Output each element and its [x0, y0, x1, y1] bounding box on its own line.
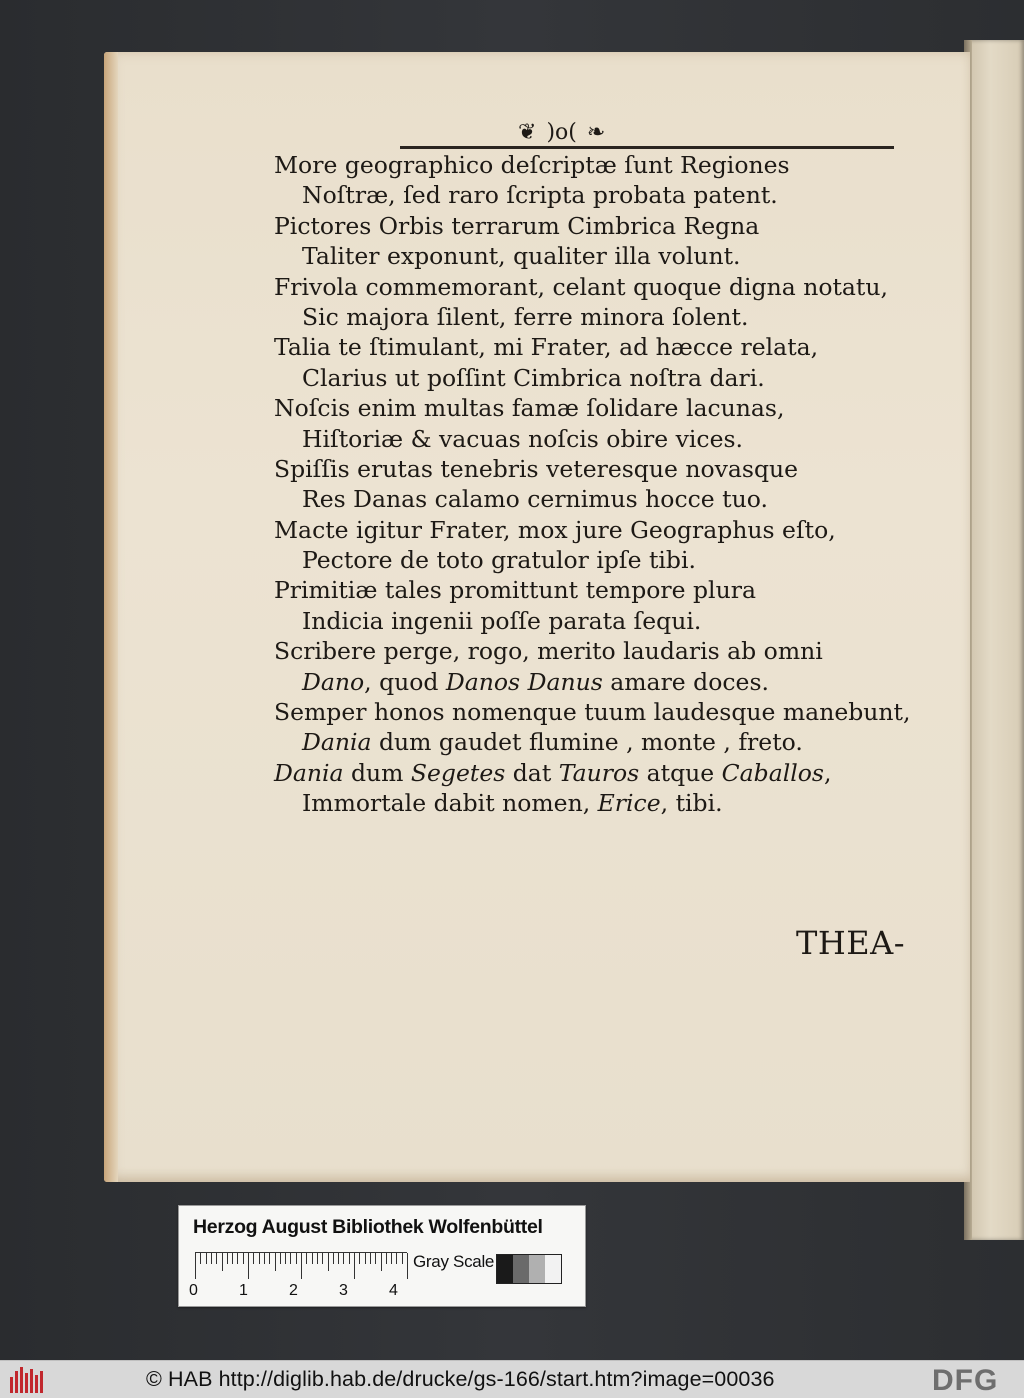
verse-line: Frivola commemorant, celant quoque digna notatu,: [274, 272, 888, 301]
hab-logo-icon: [10, 1367, 44, 1393]
ruler-number: 3: [339, 1282, 348, 1299]
verse-line: Indicia ingenii poſſe parata ſequi.: [302, 606, 702, 635]
ruler-tick: [301, 1253, 302, 1279]
ruler-tick: [211, 1253, 212, 1264]
fleuron-left-icon: ❦: [518, 119, 537, 145]
ruler-tick: [328, 1253, 329, 1271]
verse-line: Dania dum gaudet flumine , monte , freto.: [302, 728, 803, 757]
header-rule: [400, 146, 894, 149]
ruler-tick: [216, 1253, 217, 1264]
gray-swatch: [497, 1255, 513, 1283]
poem-text: [274, 150, 914, 819]
catchword: THEA-: [796, 924, 906, 962]
verse-line: Pictores Orbis terrarum Cimbrica Regna: [274, 211, 760, 240]
ruler-tick: [349, 1253, 350, 1264]
ruler-number: 1: [239, 1282, 248, 1299]
ruler-tick: [333, 1253, 334, 1264]
ruler-tick: [407, 1253, 408, 1279]
verse-line: Dania dum Segetes dat Tauros atque Caballos,: [274, 758, 832, 787]
ruler-tick: [386, 1253, 387, 1264]
ruler-numbers: [189, 1282, 419, 1302]
ruler-tick: [322, 1253, 323, 1264]
ruler-tick: [317, 1253, 318, 1264]
ruler-tick: [243, 1253, 244, 1264]
verse-line: Macte igitur Frater, mox jure Geographus eſto,: [274, 515, 836, 544]
ruler-tick: [365, 1253, 366, 1264]
verse-line: Sic majora ſilent, ferre minora ſolent.: [302, 302, 749, 331]
verse-line: Hiſtoriæ & vacuas noſcis obire vices.: [302, 424, 744, 453]
ruler-tick: [248, 1253, 249, 1279]
ruler-tick: [195, 1253, 196, 1279]
dfg-logo: DFG: [932, 1364, 999, 1397]
footer-bar: [0, 1360, 1024, 1398]
facing-page-edge: [968, 40, 1024, 1240]
ruler-tick: [396, 1253, 397, 1264]
ruler-tick: [354, 1253, 355, 1279]
ruler-tick: [237, 1253, 238, 1264]
ruler-tick: [381, 1253, 382, 1271]
verse-line: Semper honos nomenque tuum laudesque manebunt,: [274, 698, 911, 727]
verse-line: Primitiæ tales promittunt tempore plura: [274, 576, 756, 605]
ruler-tick: [312, 1253, 313, 1264]
ruler-number: 2: [289, 1282, 298, 1299]
ruler-tick: [227, 1253, 228, 1264]
copyright-url[interactable]: © HAB http://diglib.hab.de/drucke/gs-166/start.htm?image=00036: [146, 1367, 775, 1391]
verse-line: Scribere perge, rogo, merito laudaris ab omni: [274, 637, 823, 666]
scale-ruler: [195, 1252, 407, 1281]
verse-line: Res Danas calamo cernimus hocce tuo.: [302, 485, 768, 514]
verse-line: Immortale dabit nomen, Erice, tibi.: [302, 789, 723, 818]
gray-swatch: [529, 1255, 545, 1283]
gray-scale-swatches: [496, 1254, 562, 1284]
ruler-tick: [296, 1253, 297, 1264]
ruler-tick: [370, 1253, 371, 1264]
ruler-tick: [391, 1253, 392, 1264]
gray-scale-label: Gray Scale: [413, 1252, 495, 1271]
ruler-tick: [402, 1253, 403, 1264]
ruler-tick: [222, 1253, 223, 1271]
ruler-tick: [275, 1253, 276, 1271]
ruler-tick: [232, 1253, 233, 1264]
verse-line: Noſcis enim multas famæ ſolidare lacunas,: [274, 394, 785, 423]
verse-line: Noſtræ, ſed raro ſcripta probata patent.: [302, 181, 778, 210]
header-ornament: [518, 118, 658, 146]
verse-line: Spiſſis erutas tenebris veteresque novasque: [274, 454, 799, 483]
ruler-tick: [359, 1253, 360, 1264]
ruler-tick: [290, 1253, 291, 1264]
ruler-number: 0: [189, 1282, 198, 1299]
verse-line: Clarius ut poſſint Cimbrica noſtra dari.: [302, 363, 765, 392]
color-reference-card: [178, 1205, 586, 1307]
header-ornament-text: )o(: [546, 119, 577, 145]
ruler-tick: [259, 1253, 260, 1264]
ruler-tick: [253, 1253, 254, 1264]
verse-line: Pectore de toto gratulor ipſe tibi.: [302, 546, 696, 575]
verse-line: Taliter exponunt, qualiter illa volunt.: [302, 242, 741, 271]
ruler-number: 4: [389, 1282, 398, 1299]
library-name: Herzog August Bibliothek Wolfenbüttel: [193, 1216, 543, 1238]
ruler-tick: [285, 1253, 286, 1264]
ruler-tick: [206, 1253, 207, 1264]
ruler-tick: [264, 1253, 265, 1264]
verse-line: More geographico deſcriptæ ſunt Regiones: [274, 151, 790, 179]
fleuron-right-icon: ❧: [586, 119, 606, 145]
gray-swatch: [545, 1255, 561, 1283]
gray-swatch: [513, 1255, 529, 1283]
ruler-tick: [280, 1253, 281, 1264]
ruler-tick: [338, 1253, 339, 1264]
ruler-tick: [375, 1253, 376, 1264]
ruler-tick: [200, 1253, 201, 1264]
ruler-tick: [343, 1253, 344, 1264]
ruler-tick: [269, 1253, 270, 1264]
verse-line: Talia te ſtimulant, mi Frater, ad hæcce relata,: [274, 333, 819, 362]
verse-line: Dano, quod Danos Danus amare doces.: [302, 667, 769, 696]
ruler-tick: [306, 1253, 307, 1264]
